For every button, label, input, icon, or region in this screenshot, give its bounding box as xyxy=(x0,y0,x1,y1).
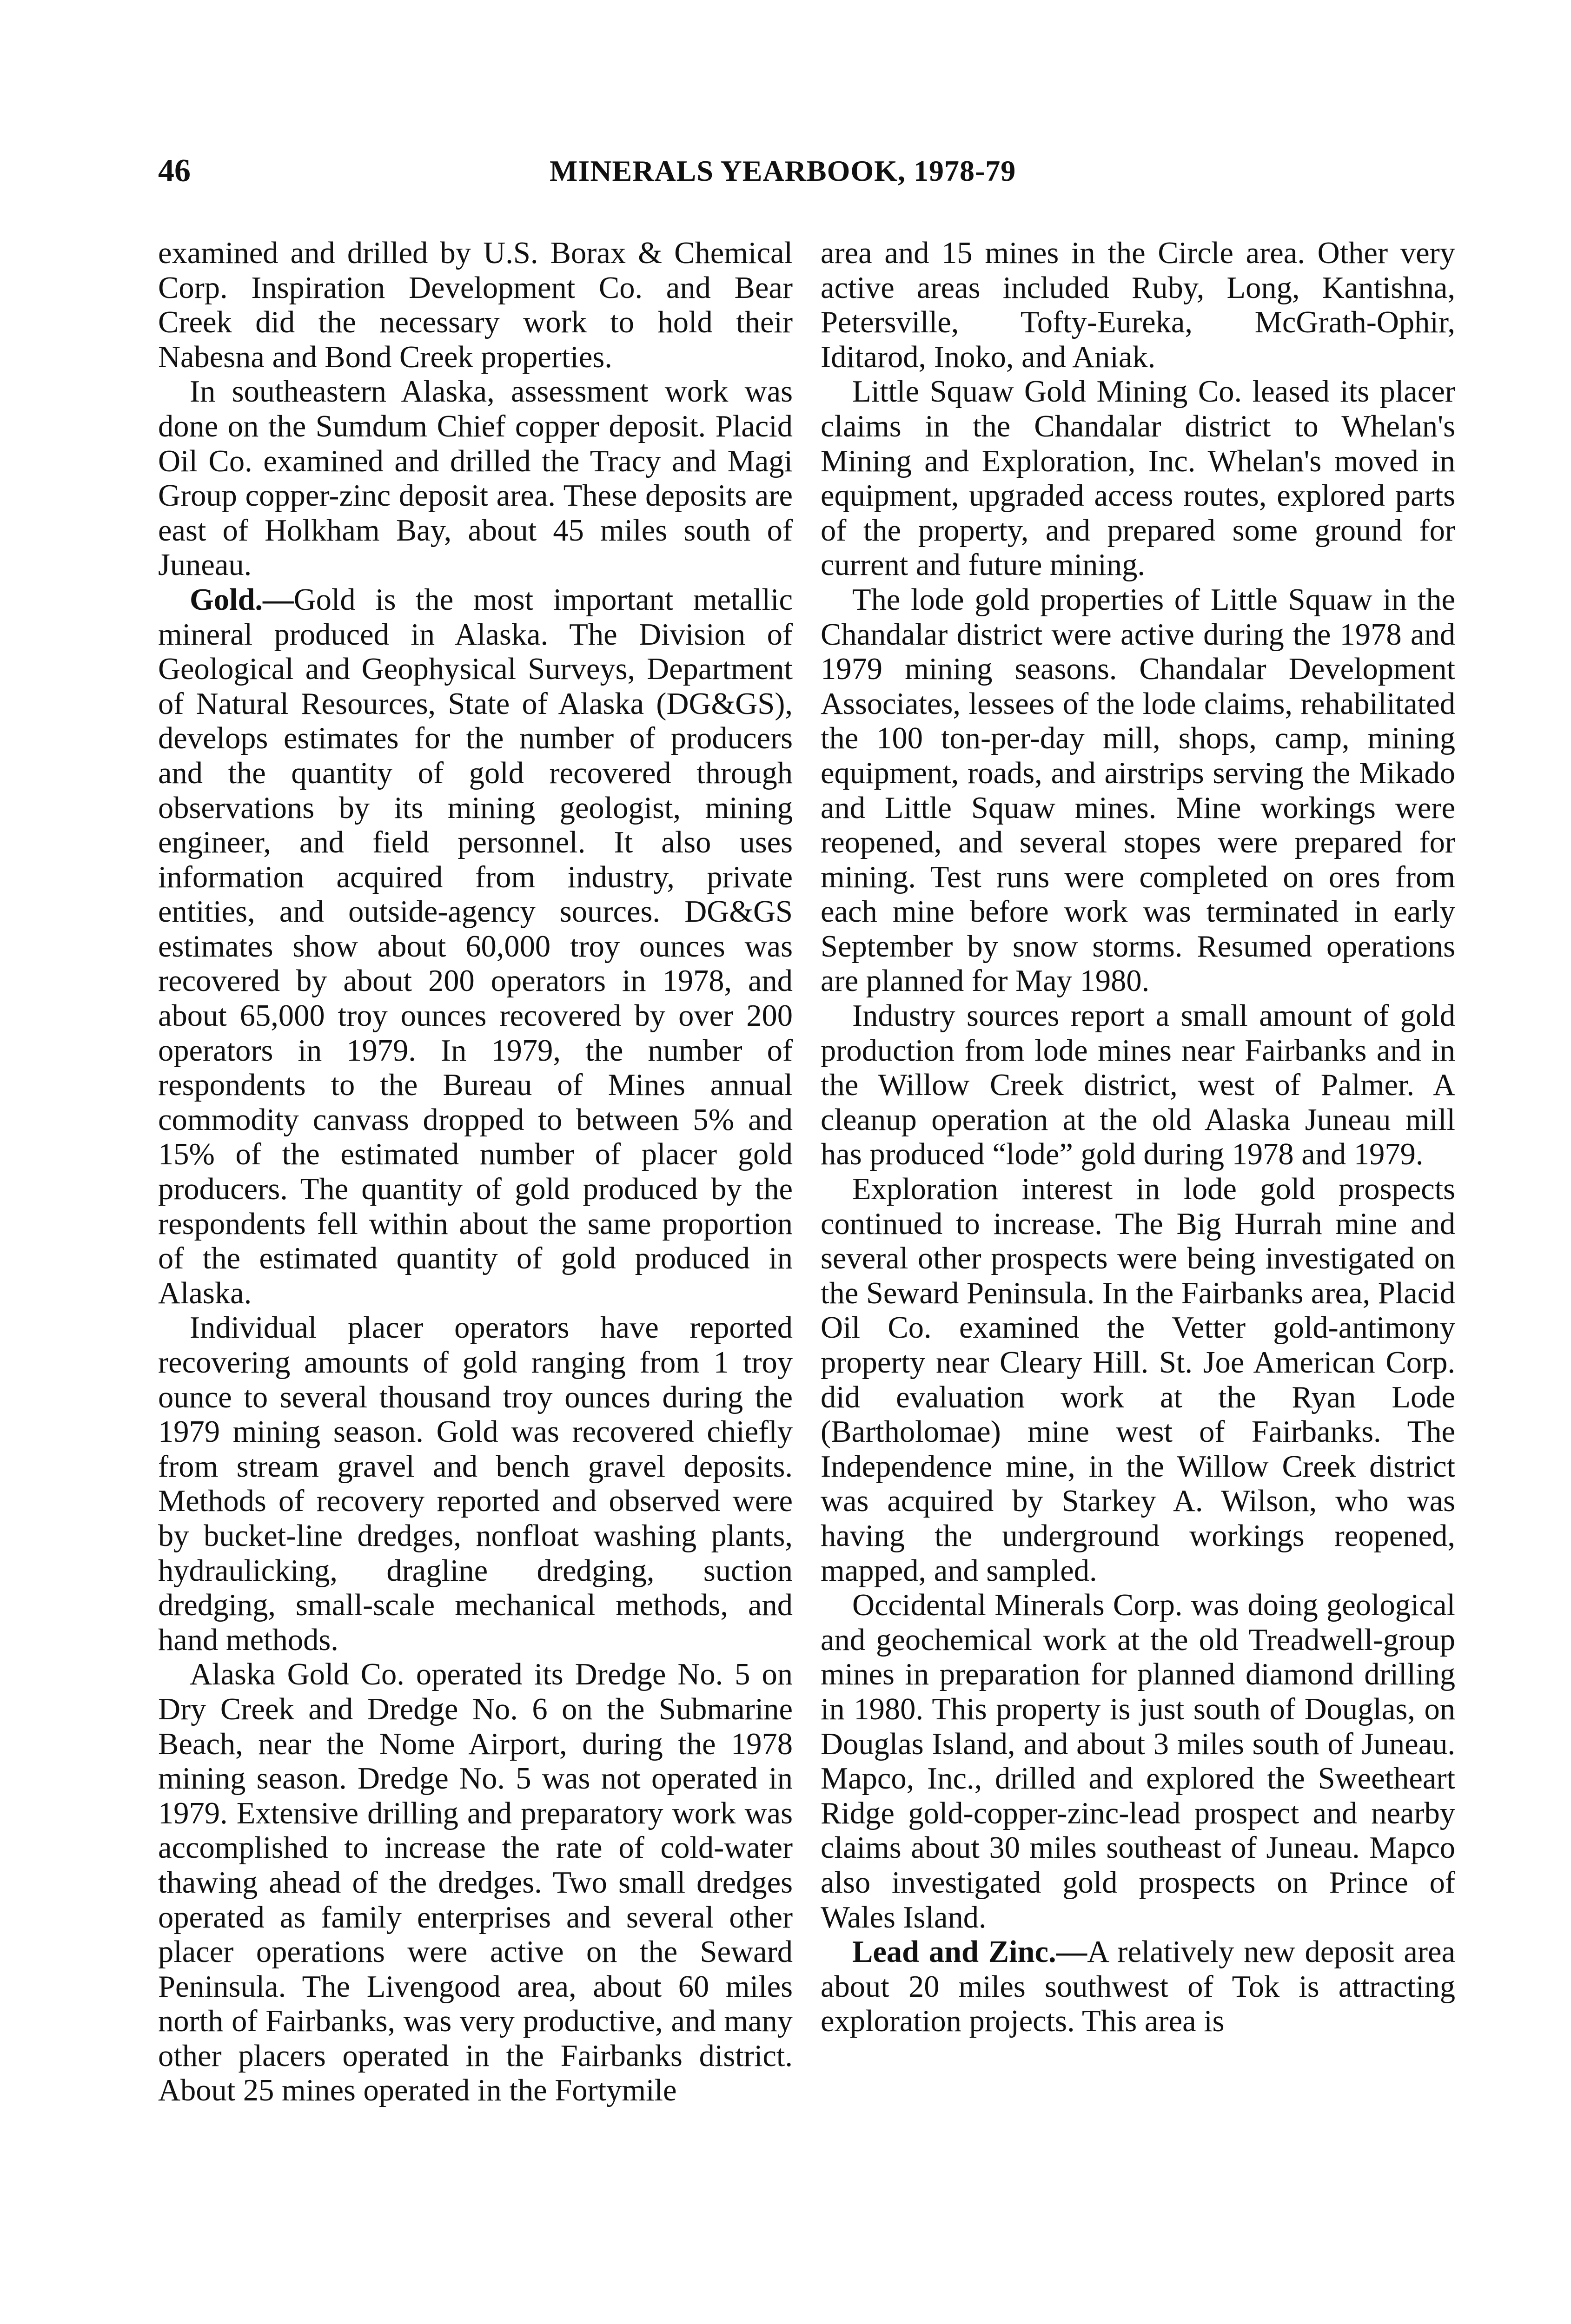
paragraph-exploration-interest: Exploration interest in lode gold prospects continued to increase. The Big Hurrah mine and several other prospects were being investigated on the Seward Peninsula. In the Fairbanks area, Placid Oil Co. examined the Vetter gold-antimony property near Cleary Hill. St. Joe American Corp. did evaluation work at the Ryan Lode (Bartholomae) mine west of Fairbanks. The Independence mine, in the Willow Creek district was acquired by Starkey A. Wilson, who was having the underground workings reopened, mapped, and sampled. xyxy=(821,1172,1455,1588)
paragraph-gold-text: Gold is the most important metallic mineral produced in Alaska. The Division of Geological and Geophysical Surveys, Department of Natural Resources, State of Alaska (DG&GS), develops estimates for the number of producers and the quantity of gold recovered through observations by its mining geologist, mining engineer, and field personnel. It also uses information acquired from industry, private entities, and outside-agency sources. DG&GS estimates show about 60,000 troy ounces was recovered by about 200 operators in 1978, and about 65,000 troy ounces recovered by over 200 operators in 1979. In 1979, the number of respondents to the Bureau of Mines annual commodity canvass dropped to between 5% and 15% of the estimated number of placer gold producers. The quantity of gold produced by the respondents fell within about the same proportion of the estimated quantity of gold produced in Alaska. xyxy=(158,582,793,1310)
paragraph-circle-area: area and 15 mines in the Circle area. Other very active areas included Ruby, Long, Kantishna, Petersville, Tofty-Eureka, McGrath-Ophir, Iditarod, Inoko, and Aniak. xyxy=(821,236,1455,374)
section-heading-lead-zinc: Lead and Zinc.— xyxy=(852,1935,1087,1969)
paragraph-little-squaw-placer: Little Squaw Gold Mining Co. leased its placer claims in the Chandalar district to Whelan's Mining and Exploration, Inc. Whelan's moved in equipment, upgraded access routes, explored parts of the property, and prepared some ground for current and future mining. xyxy=(821,375,1455,582)
paragraph-lead-zinc-text: A relatively new deposit area about 20 miles southwest of Tok is attracting exploration projects. This area is xyxy=(821,1935,1456,2039)
paragraph-lead-and-zinc xyxy=(821,1935,1455,2039)
paragraph-gold xyxy=(158,583,793,1311)
paragraph-lode-gold-properties: The lode gold properties of Little Squaw in the Chandalar district were active during the 1978 and 1979 mining seasons. Chandalar Development Associates, lessees of the lode claims, rehabilitated the 100 ton-per-day mill, shops, camp, mining equipment, roads, and airstrips serving the Mikado and Little Squaw mines. Mine workings were reopened, and several stopes were prepared for mining. Test runs were completed on ores from each mine before work was terminated in early September by snow storms. Resumed operations are planned for May 1980. xyxy=(821,582,1455,998)
section-heading-gold: Gold.— xyxy=(190,582,294,617)
paragraph-alaska-gold-co: Alaska Gold Co. operated its Dredge No. 5 on Dry Creek and Dredge No. 6 on the Submarine Beach, near the Nome Airport, during the 1978 mining season. Dredge No. 5 was not operated in 1979. Extensive drilling and preparatory work was accomplished to increase the rate of cold-water thawing ahead of the dredges. Two small dredges operated as family enterprises and several other placer operations were active on the Seward Peninsula. The Livengood area, about 60 miles north of Fairbanks, was very productive, and many other placers operated in the Fairbanks district. About 25 mines operated in the Fortymile xyxy=(158,1657,793,2108)
paragraph-nabesna-bond-creek: examined and drilled by U.S. Borax & Chemical Corp. Inspiration Development Co. and Bear Creek did the necessary work to hold their Nabesna and Bond Creek properties. xyxy=(158,236,793,374)
running-head xyxy=(158,148,1455,194)
paragraph-industry-sources: Industry sources report a small amount of gold production from lode mines near Fairbanks and in the Willow Creek district, west of Palmer. A cleanup operation at the old Alaska Juneau mill has produced “lode” gold during 1978 and 1979. xyxy=(821,999,1455,1172)
right-column xyxy=(821,236,1455,2039)
page-number: 46 xyxy=(158,153,191,189)
left-column xyxy=(158,236,793,2108)
paragraph-placer-operators: Individual placer operators have reported recovering amounts of gold ranging from 1 troy ounce to several thousand troy ounces during the 1979 mining season. Gold was recovered chiefly from stream gravel and bench gravel deposits. Methods of recovery reported and observed were by bucket-line dredges, nonfloat washing plants, hydraulicking, dragline dredging, suction dredging, small-scale mechanical methods, and hand methods. xyxy=(158,1311,793,1657)
paragraph-occidental-minerals: Occidental Minerals Corp. was doing geological and geochemical work at the old Treadwell-group mines in preparation for planned diamond drilling in 1980. This property is just south of Douglas, on Douglas Island, and about 3 miles south of Juneau. Mapco, Inc., drilled and explored the Sweetheart Ridge gold-copper-zinc-lead prospect and nearby claims about 30 miles southeast of Juneau. Mapco also investigated gold prospects on Prince of Wales Island. xyxy=(821,1588,1455,1934)
paragraph-southeastern-alaska: In southeastern Alaska, assessment work was done on the Sumdum Chief copper deposit. Placid Oil Co. examined and drilled the Tracy and Magi Group copper-zinc deposit area. These deposits are east of Holkham Bay, about 45 miles south of Juneau. xyxy=(158,375,793,582)
running-title: MINERALS YEARBOOK, 1978-79 xyxy=(550,154,1016,187)
